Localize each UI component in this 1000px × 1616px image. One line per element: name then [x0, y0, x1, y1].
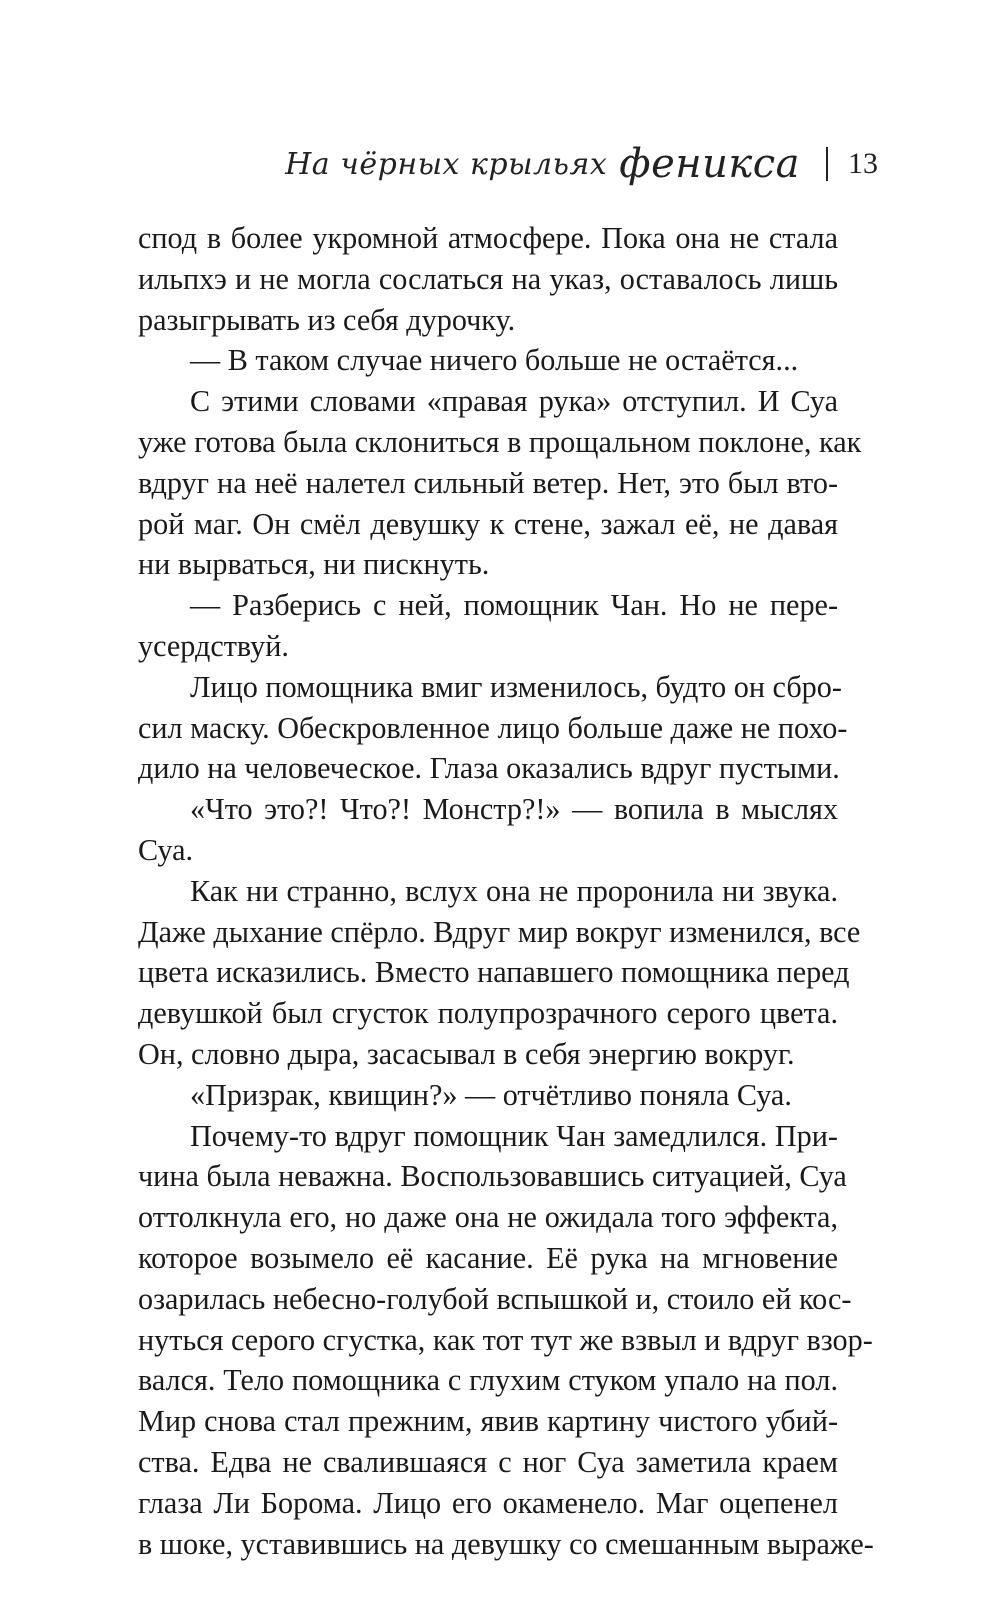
text-line: спод в более укромной атмосфере. Пока она не стала — [138, 221, 838, 255]
text-line: Как ни странно, вслух она не проронила ни звука. — [190, 873, 838, 908]
text-line: глаза Ли Борома. Лицо его окаменело. Маг оцепенел — [138, 1485, 838, 1520]
page-number: 13 — [848, 147, 878, 180]
running-head — [285, 136, 878, 192]
text-line: Мир снова стал прежним, явив картину чистого убий- — [138, 1404, 838, 1439]
text-line: вдруг на неё налетел сильный ветер. Нет, это был вто- — [138, 465, 838, 500]
text-line: дило на человеческое. Глаза оказались вдруг пустыми. — [138, 751, 840, 786]
text-line: нуться серого сгустка, как тот тут же взвыл и вдруг взор- — [138, 1322, 873, 1357]
text-line: — Разберись с ней, помощник Чан. Но не пере- — [190, 588, 838, 623]
text-line: — В таком случае ничего больше не остаётся... — [190, 343, 799, 378]
text-line: в шоке, уставившись на девушку со смешанным выраже- — [138, 1526, 874, 1561]
text-line: уже готова была склониться в прощальном поклоне, как — [138, 424, 862, 459]
text-line: Суа. — [138, 832, 194, 867]
text-line: «Что это?! Что?! Монстр?!» — вопила в мыслях — [190, 792, 838, 827]
text-line: оттолкнула его, но даже она не ожидала того эффекта, — [138, 1200, 838, 1235]
text-line: ства. Едва не свалившаяся с ног Суа заметила краем — [138, 1444, 838, 1479]
text-line: цвета исказились. Вместо напавшего помощника перед — [138, 955, 850, 990]
text-line: ни вырваться, ни пискнуть. — [138, 547, 490, 582]
text-line: Он, словно дыра, засасывал в себя энергию вокруг. — [138, 1036, 795, 1071]
text-line: усердствуй. — [138, 628, 289, 663]
text-line: С этими словами «правая рука» отступил. И Суа — [190, 384, 838, 419]
text-line: Даже дыхание спёрло. Вдруг мир вокруг изменился, все — [138, 914, 861, 949]
text-line: сил маску. Обескровленное лицо больше даже не похо- — [138, 710, 848, 745]
text-line: девушкой был сгусток полупрозрачного серого цвета. — [138, 996, 838, 1031]
text-line: Лицо помощника вмиг изменилось, будто он сбро- — [190, 669, 842, 704]
body-text — [138, 218, 874, 1564]
text-line: чина была неважна. Воспользовавшись ситуацией, Суа — [138, 1159, 847, 1194]
text-line: ильпхэ и не могла сослаться на указ, оставалось лишь — [138, 261, 838, 296]
text-line: рой маг. Он смёл девушку к стене, зажал её, не давая — [138, 506, 838, 541]
book-title-part1: На чёрных крыльях — [285, 146, 608, 182]
text-line: вался. Тело помощника с глухим стуком упало на пол. — [138, 1363, 838, 1398]
text-line: озарилась небесно-голубой вспышкой и, стоило ей кос- — [138, 1281, 852, 1316]
text-line: разыгрывать из себя дурочку. — [138, 302, 516, 337]
text-line: которое возымело её касание. Её рука на мгновение — [138, 1240, 838, 1275]
book-title-part2: феникса — [619, 141, 800, 187]
header-divider — [826, 147, 828, 181]
text-line: Почему-то вдруг помощник Чан замедлился. При- — [190, 1118, 838, 1153]
text-line: «Призрак, квищин?» — отчётливо поняла Суа. — [190, 1077, 792, 1112]
